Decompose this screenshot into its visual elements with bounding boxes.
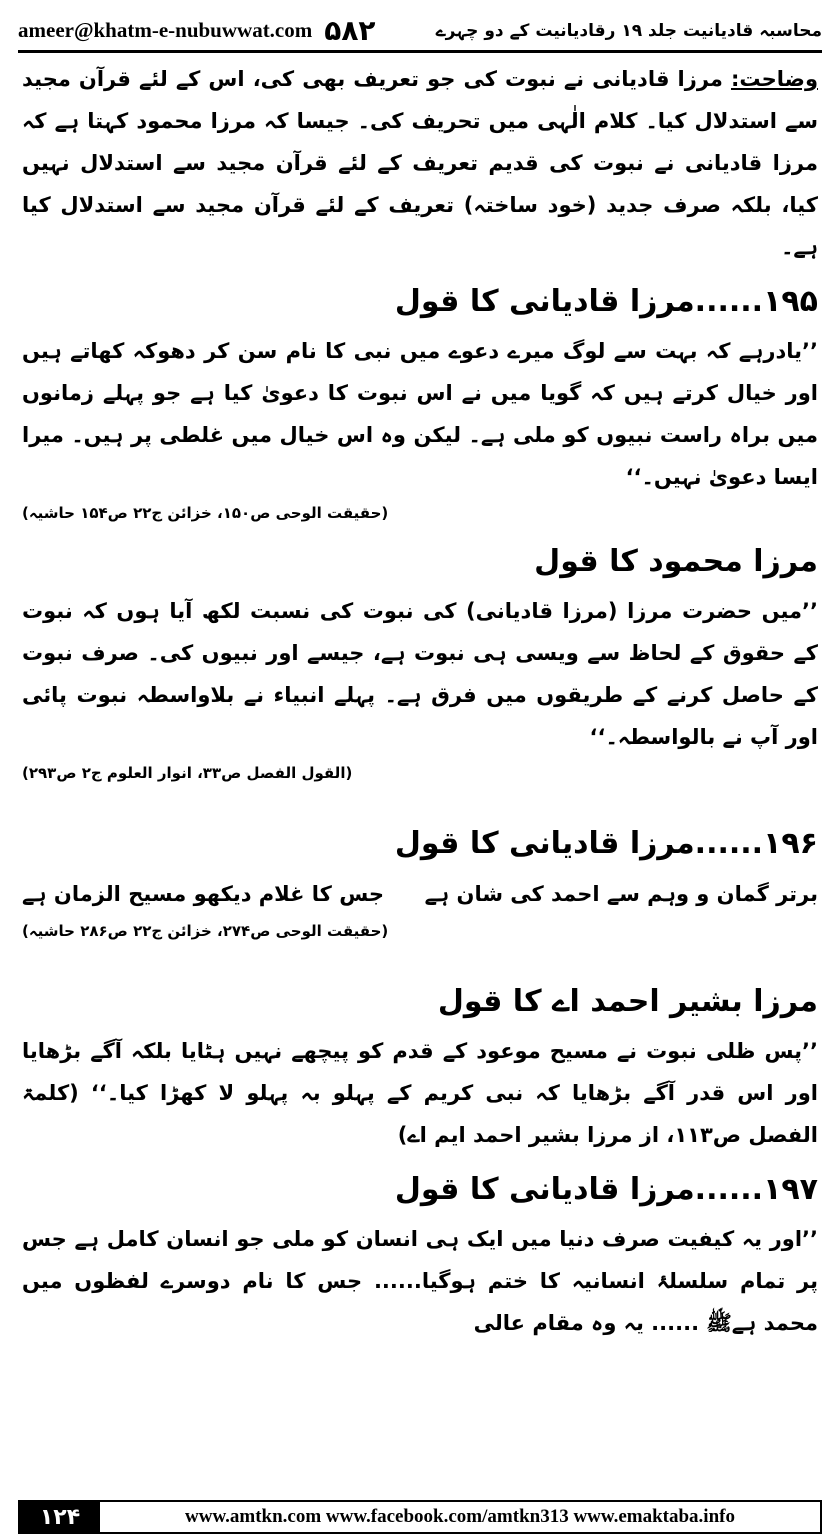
reference-195: (حقیقت الوحی ص۱۵۰، خزائن ج۲۲ ص۱۵۴ حاشیہ) [22,504,389,522]
heading-mirza-mahmood: مرزا محمود کا قول [534,544,818,579]
header-left [18,14,376,47]
header-running-title: محاسبہ قادیانیت جلد ۱۹ رقادیانیت کے دو چہرے [435,20,822,41]
quote-mirza-mahmood: ’’میں حضرت مرزا (مرزا قادیانی) کی نبوت کی نسبت لکھ آیا ہوں کہ نبوت کے حقوق کے لحاظ سے ویسی ہی نبوت ہے، جیسے اور نبیوں کی۔ صرف نبوت کے حاصل کرنے کے طریقوں میں فرق ہے۔ پہلے انبیاء نے بلاواسطہ نبوت پائی اور آپ نے بالواسطہ۔‘‘ [22,599,818,749]
heading-195: ۱۹۵......مرزا قادیانی کا قول [394,284,818,319]
verse-couplet [22,872,818,916]
heading-196: ۱۹۶......مرزا قادیانی کا قول [394,826,818,861]
quote-197: ’’اور یہ کیفیت صرف دنیا میں ایک ہی انسان کو ملی جو انسان کامل ہے جس پر تمام سلسلۂ انسانیہ کا ختم ہوگیا...... جس کا نام دوسرے لفظوں میں محمد ہےﷺ ...... یہ وہ مقام عالی [22,1227,818,1335]
header-email[interactable]: ameer@khatm-e-nubuwwat.com [18,17,313,42]
page-header [18,14,822,46]
page-body [22,58,818,1344]
intro-paragraph [22,58,818,268]
intro-label: وضاحت: [731,67,818,91]
intro-text: مرزا قادیانی نے نبوت کی جو تعریف بھی کی، اس کے لئے قرآن مجید سے استدلال کیا۔ کلام الٰہی میں تحریف کی۔ جیسا کہ مرزا محمود کہتا ہے کہ مرزا قادیانی نے نبوت کی قدیم تعریف کے لئے قرآن مجید سے استدلال نہیں کیا، بلکہ صرف جدید (خود ساختہ) تعریف کے لئے قرآن مجید سے استدلال کیا ہے۔ [22,67,818,259]
heading-mirza-bashir: مرزا بشیر احمد اے کا قول [437,984,818,1019]
reference-196: (حقیقت الوحی ص۲۷۴، خزائن ج۲۲ ص۲۸۶ حاشیہ) [22,922,389,940]
quote-mirza-bashir: ’’پس ظلی نبوت نے مسیح موعود کے قدم کو پیچھے نہیں ہٹایا بلکہ آگے بڑھایا اور اس قدر آگے بڑھایا کہ نبی کریم کے پہلو بہ پہلو لا کھڑا کیا۔‘‘ (کلمۃ الفصل ص۱۱۳، از مرزا بشیر احمد ایم اے) [22,1039,818,1147]
footer-page-number: ۱۲۴ [20,1502,100,1532]
page-footer [18,1500,822,1534]
footer-links[interactable]: www.amtkn.com www.facebook.com/amtkn313 www.emaktaba.info [185,1506,735,1527]
verse-right: برتر گمان و وہم سے احمد کی شان ہے [424,882,818,906]
verse-left: جس کا غلام دیکھو مسیح الزمان ہے [22,882,385,906]
header-rule [18,50,822,53]
heading-197: ۱۹۷......مرزا قادیانی کا قول [394,1172,818,1207]
header-page-number: ۵۸۲ [324,13,376,47]
quote-195: ’’یادرہے کہ بہت سے لوگ میرے دعوے میں نبی کا نام سن کر دھوکہ کھاتے ہیں اور خیال کرتے ہیں کہ گویا میں نے اس نبوت کا دعویٰ کیا ہے جو پہلے زمانوں میں براہ راست نبیوں کو ملی ہے۔ لیکن وہ اس خیال میں غلطی پر ہیں۔ میرا ایسا دعویٰ نہیں۔‘‘ [22,339,818,489]
reference-mirza-mahmood: (القول الفصل ص۳۳، انوار العلوم ج۲ ص۲۹۳) [22,764,353,782]
